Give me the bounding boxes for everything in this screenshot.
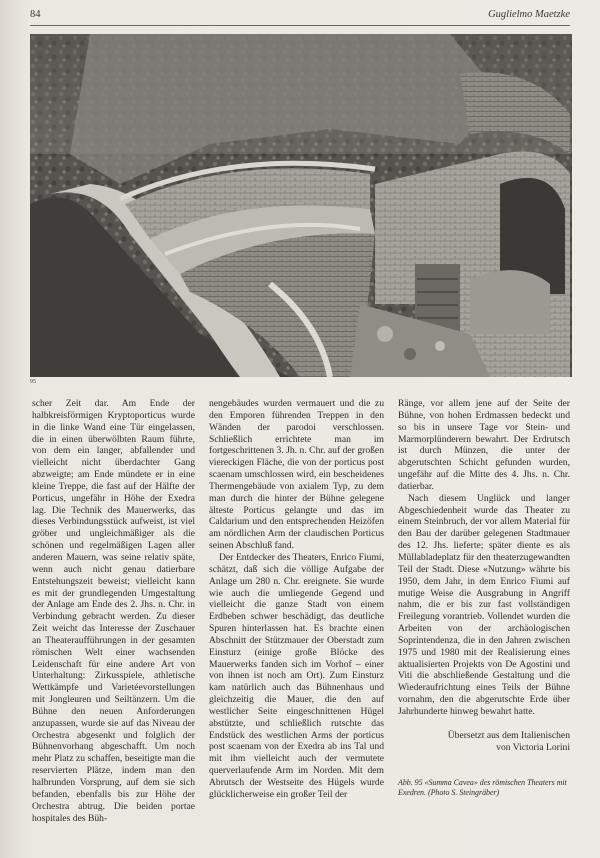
running-head <box>30 9 570 23</box>
paragraph: nengebäudes wurden vermauert und die zu den Emporen führenden Treppen in den Wänden der parodoi verschlossen. Schließlich errichtete man im fortgeschrittenen 3. Jh. n. Chr. auf der großen viereckigen Fläche, die von der porticus post scaenam umschlossen wird, ein bescheidenes Thermengebäude von axialem Typ, zu dem man durch die hinter der Bühne gelegene älteste Porticus gelangte und das im Caldarium und den entsprechenden Heizöfen am nördlichen Arm der claudischen Porticus seinen Abschluß fand. <box>209 398 384 552</box>
header-rule <box>30 25 570 26</box>
paragraph: Nach diesem Unglück und langer Abgeschiedenheit wurde das Theater zu einem Steinbruch, der vor allem Material für den Bau der darüber gelegenen Stadtmauer des 12. Jhs. lieferte; später diente es als Müllabladeplatz für den theaterzugewandten Teil der Stadt. Diese «Nutzung» währte bis 1950, dem Jahr, in dem Enrico Fiumi auf mutige Weise die Ausgrabung in Angriff nahm, die er bis zur fast vollständigen Freilegung vorantrieb. Vollendet wurden die Arbeiten von der archäologischen Soprintendenza, die in den Jahren zwischen 1975 und 1980 mit der Realisierung eines aktualisierten Projekts von De Agostini und Viti die abschließende Gestaltung und die Wiederaufrichtung eines Teils der Bühne vornahm, den die abgerutschte Erde über Jahrhunderte hinweg bewahrt hatte. <box>398 492 570 717</box>
text-column-1 <box>32 398 195 824</box>
theater-ruins-photo <box>30 34 572 377</box>
paragraph: Ränge, vor allem jene auf der Seite der Bühne, von hohen Erdmassen bedeckt und so bis in unsere Tage vor Stein- und Marmorplünderern bewahrt. Der Erdrutsch ist durch Münzen, die unter der abgerutschten Schicht gefunden wurden, ungefähr auf die Mitte des 4. Jhs. n. Chr. datierbar. <box>398 398 570 492</box>
paragraph: Der Entdecker des Theaters, Enrico Fiumi, schätzt, daß sich die völlige Aufgabe der Anlage um 280 n. Chr. ereignete. Sie wurde wie auch die umliegende Gegend und vielleicht die ganze Stadt von einem Erdbeben schwer beschädigt, das deutliche Spuren hinterlassen hat. Es brachte einen Abschnitt der Stützmauer der Oberstadt zum Einsturz (einige große Blöcke des Mauerwerks fanden sich im Vorhof – einer von ihnen ist noch am Ort). Zum Einsturz kam natürlich auch das Bühnenhaus und gleichzeitig die Mauer, die den auf westlicher Seite eingeschnittenen Hügel abstützte, und schließlich rutschte das Endstück des westlichen Arms der porticus post scaenam von der Exedra ab ins Tal und mit ihm vielleicht auch der vermutete querverlaufende Arm im Norden. Mit dem Abrutsch der Westseite des Hügels wurde glücklicherweise ein großer Teil der <box>209 551 384 800</box>
figure-caption: Abb. 95 «Summa Cavea» des römischen Theaters mit Exedren. (Photo S. Steingräber) <box>398 777 567 798</box>
running-head-author: Guglielmo Maetzke <box>488 9 570 20</box>
translator-line: von Victoria Lorini <box>496 741 570 753</box>
translator-credit <box>398 730 570 754</box>
page-number: 84 <box>30 9 41 20</box>
text-column-3 <box>398 398 570 798</box>
text-column-2 <box>209 398 384 801</box>
figure-number: 95 <box>30 379 36 385</box>
paragraph: scher Zeit dar. Am Ende der halbkreisförmigen Kryptoporticus wurde in die linke Wand eine Tür eingelassen, die in einen überwölbten Raum führte, von dem ein langer, abfallender und vielleicht nicht überdachter Gang abzweigte; am Ende mündete er in eine kleine Treppe, die fast auf der Hälfte der Porticus, ungefähr in Höhe der Exedra lag. Die Technik des Mauerwerks, das dieses Verbindungsstück aufweist, ist viel gröber und ungleichmäßiger als die schönen und regelmäßigen Lagen aller anderen Mauern, was seine relativ späte, wenn auch nicht genau datierbare Entstehungszeit beweist; vielleicht kann es mit der grundlegenden Umgestaltung der Anlage am Ende des 2. Jhs. n. Chr. in Verbindung gebracht werden. Zu dieser Zeit weicht das Interesse der Zuschauer an Theateraufführungen in der gesamten römischen Welt einer wachsenden Leidenschaft für eine andere Art von Unterhaltung: Zirkusspiele, athletische Wettkämpfe und Varietéevorstellungen mit Jongleuren und Seiltänzern. Um die Bühne den neuen Anforderungen anzupassen, wurde sie auf das Niveau der Orchestra abgesenkt und folglich der Bühnenvorhang abgeschafft. Um noch mehr Platz zu schaffen, beseitigte man die reservierten Plätze, indem man den halbrunden Vorsprung, auf dem sie sich befanden, ebenfalls bis zur Höhe der Orchestra abtrug. Die beiden portae hospitales des Büh- <box>32 398 195 824</box>
translator-line: Übersetzt aus dem Italienischen <box>447 729 570 741</box>
figure-photo <box>30 34 572 377</box>
